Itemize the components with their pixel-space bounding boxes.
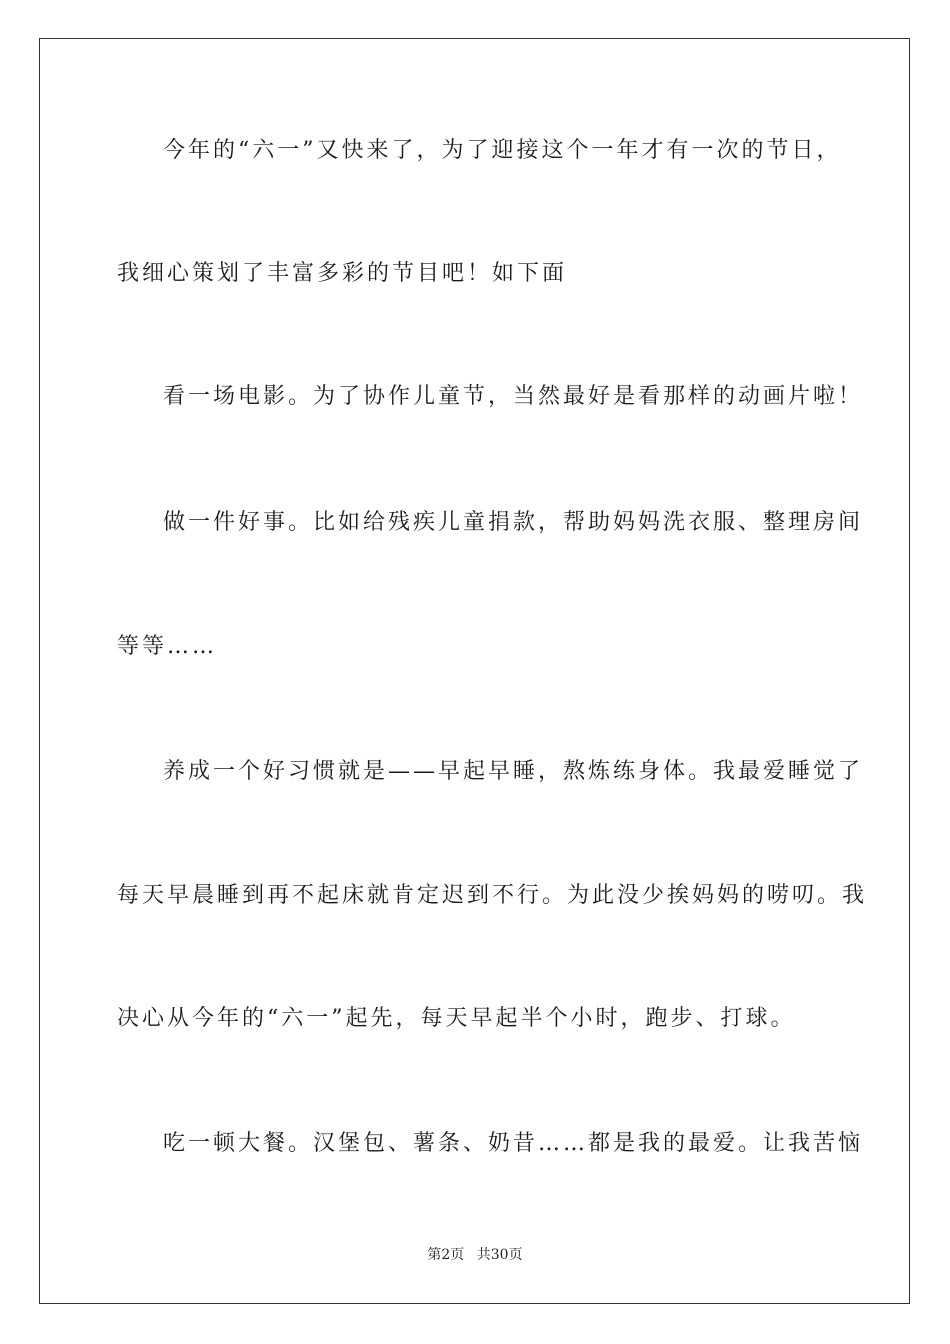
page-total: 共30页 [476, 1247, 523, 1263]
paragraph-line-5: 等等…… [117, 634, 218, 659]
paragraph-line-2: 我细心策划了丰富多彩的节目吧！如下面 [117, 261, 568, 286]
paragraph-line-9: 吃一顿大餐。汉堡包、薯条、奶昔……都是我的最爱。让我苦恼 [163, 1131, 864, 1156]
page-footer [0, 1245, 950, 1265]
paragraph-line-3: 看一场电影。为了协作儿童节，当然最好是看那样的动画片啦！ [163, 384, 864, 409]
paragraph-line-6: 养成一个好习惯就是——早起早睡，熬炼练身体。我最爱睡觉了 [163, 759, 864, 784]
page-number: 第2页 [427, 1247, 465, 1263]
page-border [39, 38, 910, 1304]
paragraph-line-4: 做一件好事。比如给残疾儿童捐款，帮助妈妈洗衣服、整理房间 [163, 510, 864, 535]
paragraph-line-8: 决心从今年的“六一”起先，每天早起半个小时，跑步、打球。 [117, 1006, 796, 1031]
paragraph-line-7: 每天早晨睡到再不起床就肯定迟到不行。为此没少挨妈妈的唠叨。我 [117, 883, 868, 908]
paragraph-line-1: 今年的“六一”又快来了，为了迎接这个一年才有一次的节日， [163, 138, 842, 163]
